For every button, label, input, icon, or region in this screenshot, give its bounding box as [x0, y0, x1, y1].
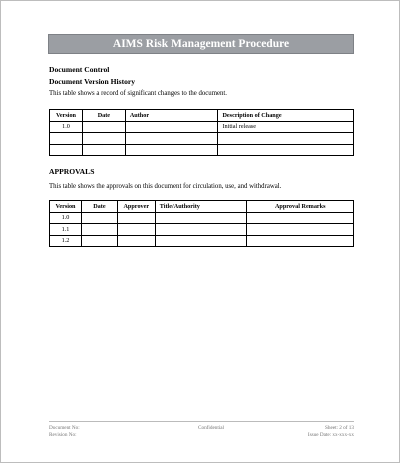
table-header-row — [50, 110, 354, 122]
table-cell — [82, 133, 125, 145]
table-cell — [117, 235, 155, 247]
table-cell — [117, 224, 155, 236]
table-row — [50, 144, 354, 156]
table-cell — [155, 224, 247, 236]
table-cell — [155, 212, 247, 224]
approvals-table — [49, 200, 354, 247]
approvals-heading: APPROVALS — [49, 167, 95, 176]
column-header: Date — [82, 110, 125, 122]
column-header: Description of Change — [218, 110, 354, 122]
table-cell: Initial release — [218, 121, 354, 133]
version-history-table — [49, 109, 354, 156]
table-cell — [82, 121, 125, 133]
table-cell — [81, 235, 117, 247]
table-cell: 1.0 — [50, 212, 82, 224]
table-cell — [125, 121, 218, 133]
table-cell — [155, 235, 247, 247]
table-cell — [81, 212, 117, 224]
table-cell — [218, 144, 354, 156]
table-row — [50, 235, 354, 247]
table-cell — [125, 144, 218, 156]
footer-divider — [49, 421, 354, 422]
column-header: Title/Authority — [155, 201, 247, 213]
table-cell: 1.2 — [50, 235, 82, 247]
table-row — [50, 133, 354, 145]
table-cell — [247, 224, 354, 236]
footer-issue-date: Issue Date: xx-xxx-xx — [307, 432, 354, 438]
version-history-heading: Document Version History — [49, 77, 136, 86]
table-cell — [247, 212, 354, 224]
version-history-intro: This table shows a record of significant changes to the document. — [49, 90, 227, 97]
footer-document-no: Document No: — [49, 425, 80, 431]
table-cell: 1.0 — [50, 121, 83, 133]
column-header: Version — [50, 110, 83, 122]
table-cell: 1.1 — [50, 224, 82, 236]
table-row — [50, 121, 354, 133]
table-cell — [81, 224, 117, 236]
table-cell — [218, 133, 354, 145]
table-cell — [117, 212, 155, 224]
footer-sheet: Sheet: 2 of 13 — [325, 425, 354, 431]
table-cell — [125, 133, 218, 145]
document-title: AIMS Risk Management Procedure — [112, 38, 290, 50]
table-row — [50, 224, 354, 236]
footer-revision-no: Revision No: — [49, 432, 77, 438]
footer-classification: Confidential — [198, 425, 224, 431]
column-header: Version — [50, 201, 82, 213]
table-cell — [50, 144, 83, 156]
column-header: Date — [81, 201, 117, 213]
table-cell — [50, 133, 83, 145]
table-cell — [82, 144, 125, 156]
column-header: Approver — [117, 201, 155, 213]
column-header: Approval Remarks — [247, 201, 354, 213]
column-header: Author — [125, 110, 218, 122]
table-header-row — [50, 201, 354, 213]
document-control-heading: Document Control — [49, 65, 110, 74]
table-row — [50, 212, 354, 224]
document-title-bar — [48, 34, 354, 54]
table-cell — [247, 235, 354, 247]
approvals-intro: This table shows the approvals on this document for circulation, use, and withdrawal. — [49, 183, 282, 190]
